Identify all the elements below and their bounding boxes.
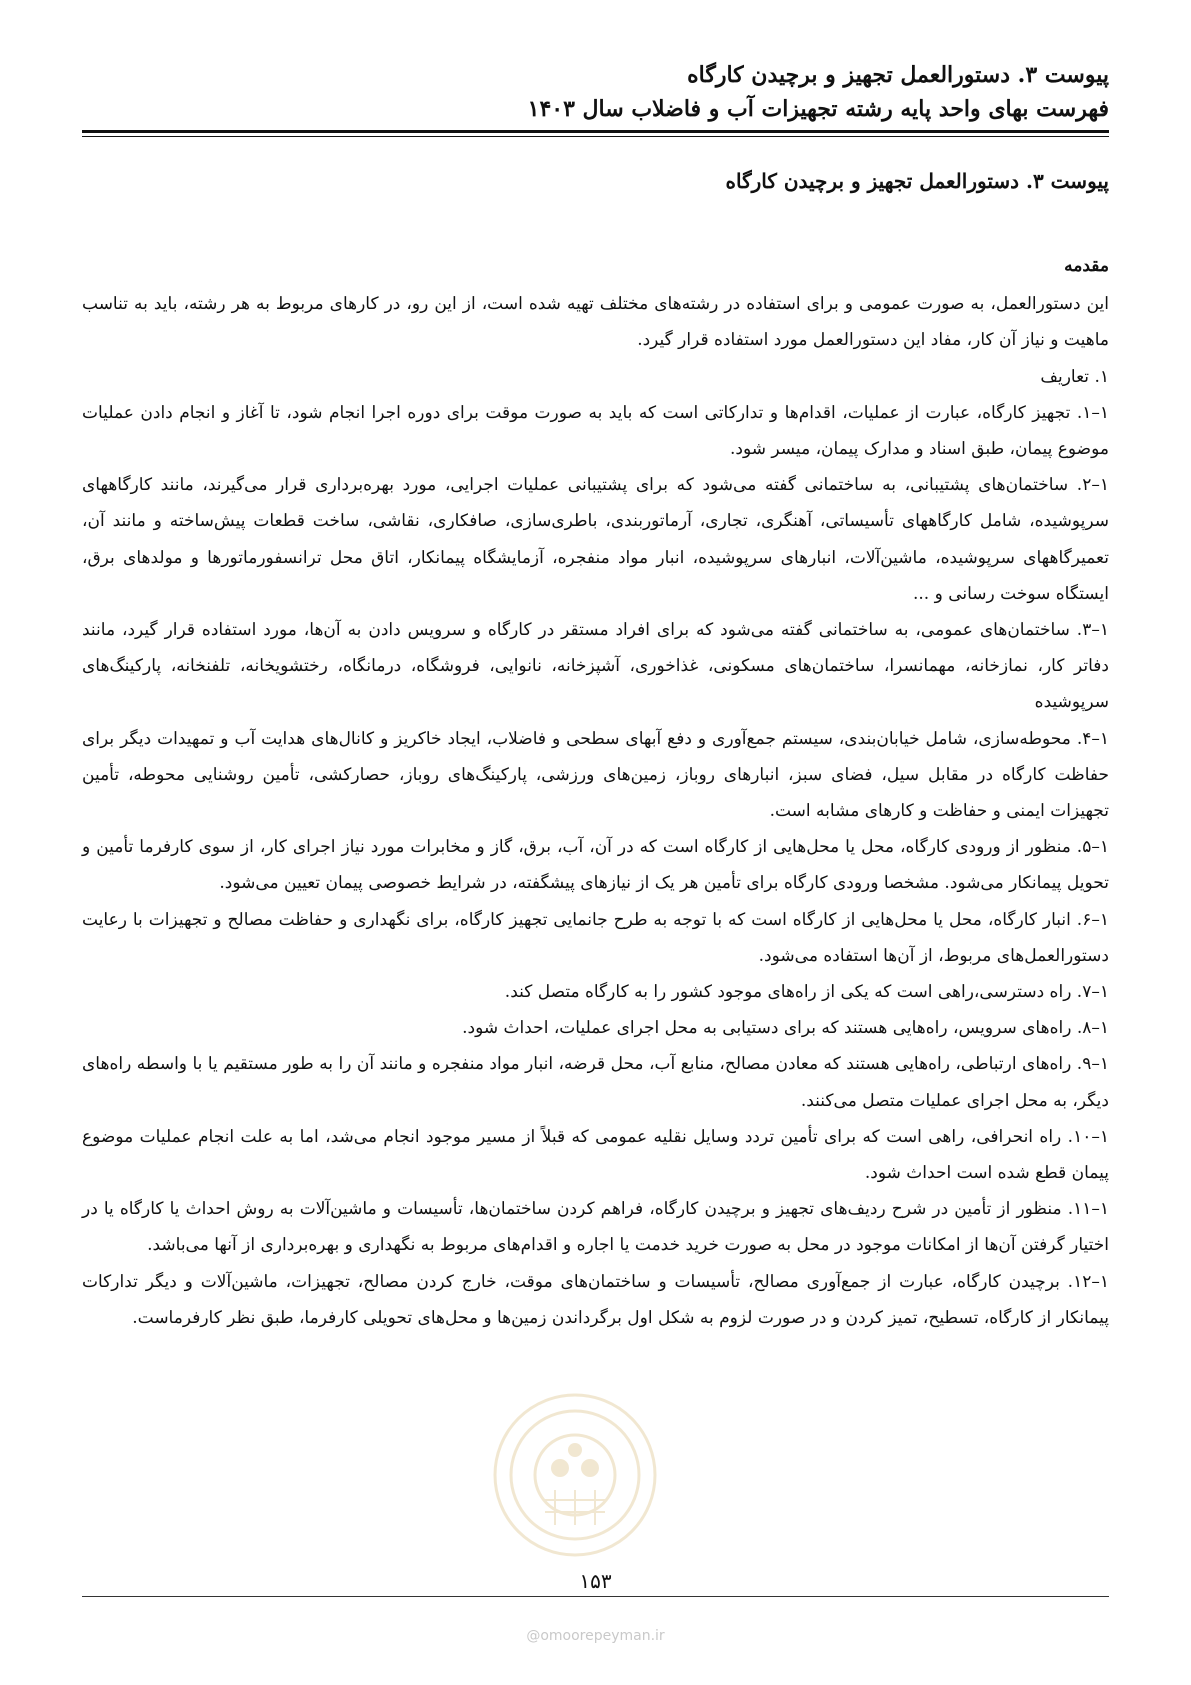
section-title: پیوست ۳. دستورالعمل تجهیز و برچیدن کارگاه [725,169,1109,193]
footer-rule [82,1596,1109,1597]
running-header-subtitle: فهرست بهای واحد پایه رشته تجهیزات آب و فاضلاب سال ۱۴۰۳ [527,96,1109,122]
page-number [0,1568,1191,1594]
definition-item: ۱–۱. تجهیز کارگاه، عبارت از عملیات، اقدام‌ها و تدارکاتی است که باید به صورت موقت برای دوره اجرا انجام شود، تا آغاز و انجام دادن عملیات موضوع پیمان، طبق اسناد و مدارک پیمان، میسر شود. [82,402,1109,460]
body-content [82,248,1109,1336]
definition-item: ۱–۸. راه‌های سرویس، راه‌هایی هستند که برای دستیابی به محل اجرای عملیات، احداث شود. [462,1018,1109,1039]
site-watermark-text: @omoorepeyman.ir [526,1628,665,1644]
definition-item: ۱–۶. انبار کارگاه، محل یا محل‌هایی از کارگاه است که با توجه به طرح جانمایی تجهیز کارگاه، برای نگهداری و حفاظت مصالح و تجهیزات با رعایت دستورالعمل‌های مربوط، از آن‌ها استفاده می‌شود. [82,909,1109,966]
intro-paragraph: این دستورالعمل، به صورت عمومی و برای استفاده در رشته‌های مختلف تهیه شده است، از این رو، در کارهای مربوط به هر رشته، باید به تناسب ماهیت و نیاز آن کار، مفاد این دستورالعمل مورد استفاده قرار گیرد. [82,294,1109,351]
definition-item: ۱–۱۲. برچیدن کارگاه، عبارت از جمع‌آوری مصالح، تأسیسات و ساختمان‌های موقت، خارج کردن مصالح، تجهیزات، ماشین‌آلات و دیگر تدارکات پیمانکار از کارگاه، تسطیح، تمیز کردن و در صورت لزوم به شکل اول برگرداندن زمین‌ها و محل‌های تحویلی کارفرما، طبق نظر کارفرماست. [82,1271,1109,1328]
header-rule-thick [82,130,1109,133]
header-rule-thin [82,136,1109,137]
running-header [82,58,1109,126]
intro-heading: مقدمه [1064,256,1109,276]
seal-watermark-icon [490,1390,660,1560]
definition-item: ۱–۱۱. منظور از تأمین در شرح ردیف‌های تجهیز و برچیدن کارگاه، فراهم کردن ساختمان‌ها، تأسیسات و ماشین‌آلات به روش احداث یا کارگاه یا در اختیار گرفتن آن‌ها از امکانات موجود در محل به صورت خرید خدمت یا اجاره و اقدام‌های مربوط به نگهداری و بهره‌برداری از آنها می‌باشد. [82,1199,1109,1256]
definition-item: ۱–۴. محوطه‌سازی، شامل خیابان‌بندی، سیستم جمع‌آوری و دفع آبهای سطحی و فاضلاب، ایجاد خاکریز و کانال‌های هدایت آب و تمهیدات دیگر برای حفاظت کارگاه در مقابل سیل، فضای سبز، انبارهای روباز، زمین‌های ورزشی، پارکینگ‌های روباز، حصارکشی، تأمین روشنایی محوطه، تأمین تجهیزات ایمنی و حفاظت و کارهای مشابه است. [82,728,1109,822]
definition-item: ۱–۳. ساختمان‌های عمومی، به ساختمانی گفته می‌شود که برای افراد مستقر در کارگاه و سرویس دادن به آن‌ها، مورد استفاده قرار گیرد، مانند دفاتر کار، نمازخانه، مهمانسرا، ساختمان‌های مسکونی، غذاخوری، آشپزخانه، نانوایی، فروشگاه، درمانگاه، رختشویخانه، تلفنخانه، پارکینگ‌های سرپوشیده [82,620,1109,713]
definitions-heading: ۱. تعاریف [1040,366,1109,387]
definition-item: ۱–۱۰. راه انحرافی، راهی است که برای تأمین تردد وسایل نقلیه عمومی که قبلاً از مسیر موجود انجام می‌شد، اما به علت انجام عملیات موضوع پیمان قطع شده است احداث شود. [82,1126,1109,1184]
page-number-text: ۱۵۳ [569,1569,621,1593]
running-header-title: پیوست ۳. دستورالعمل تجهیز و برچیدن کارگاه [687,62,1109,88]
definition-item: ۱–۲. ساختمان‌های پشتیبانی، به ساختمانی گفته می‌شود که برای پشتیبانی عملیات اجرایی، مورد بهره‌برداری قرار می‌گیرند، مانند کارگاههای سرپوشیده، شامل کارگاههای تأسیساتی، آهنگری، تجاری، آرماتوربندی، باطری‌سازی، صافکاری، نقاشی، ساخت قطعات پیش‌ساخته و مانند آن، تعمیرگاههای سرپوشیده، ماشین‌آلات، انبارهای سرپوشیده، انبار مواد منفجره، آزمایشگاه پیمانکار، اتاق محل ترانسفورماتورها و مولدهای برق، ایستگاه سوخت رسانی و ... [82,475,1109,604]
definition-item: ۱–۷. راه دسترسی،راهی است که یکی از راه‌های موجود کشور را به کارگاه متصل کند. [504,982,1109,1003]
definition-item: ۱–۵. منظور از ورودی کارگاه، محل یا محل‌هایی از کارگاه است که در آن، آب، برق، گاز و مخابرات مورد نیاز اجرای کار، از سوی کارفرما تأمین و تحویل پیمانکار می‌شود. مشخصا ورودی کارگاه برای تأمین هر یک از نیازهای پیشگفته، در شرایط خصوصی پیمان تعیین می‌شود. [82,837,1109,894]
definition-item: ۱–۹. راه‌های ارتباطی، راه‌هایی هستند که معادن مصالح، منابع آب، محل قرضه، انبار مواد منفجره و مانند آن را به طور مستقیم یا با واسطه راه‌های دیگر، به محل اجرای عملیات متصل می‌کنند. [82,1054,1109,1111]
